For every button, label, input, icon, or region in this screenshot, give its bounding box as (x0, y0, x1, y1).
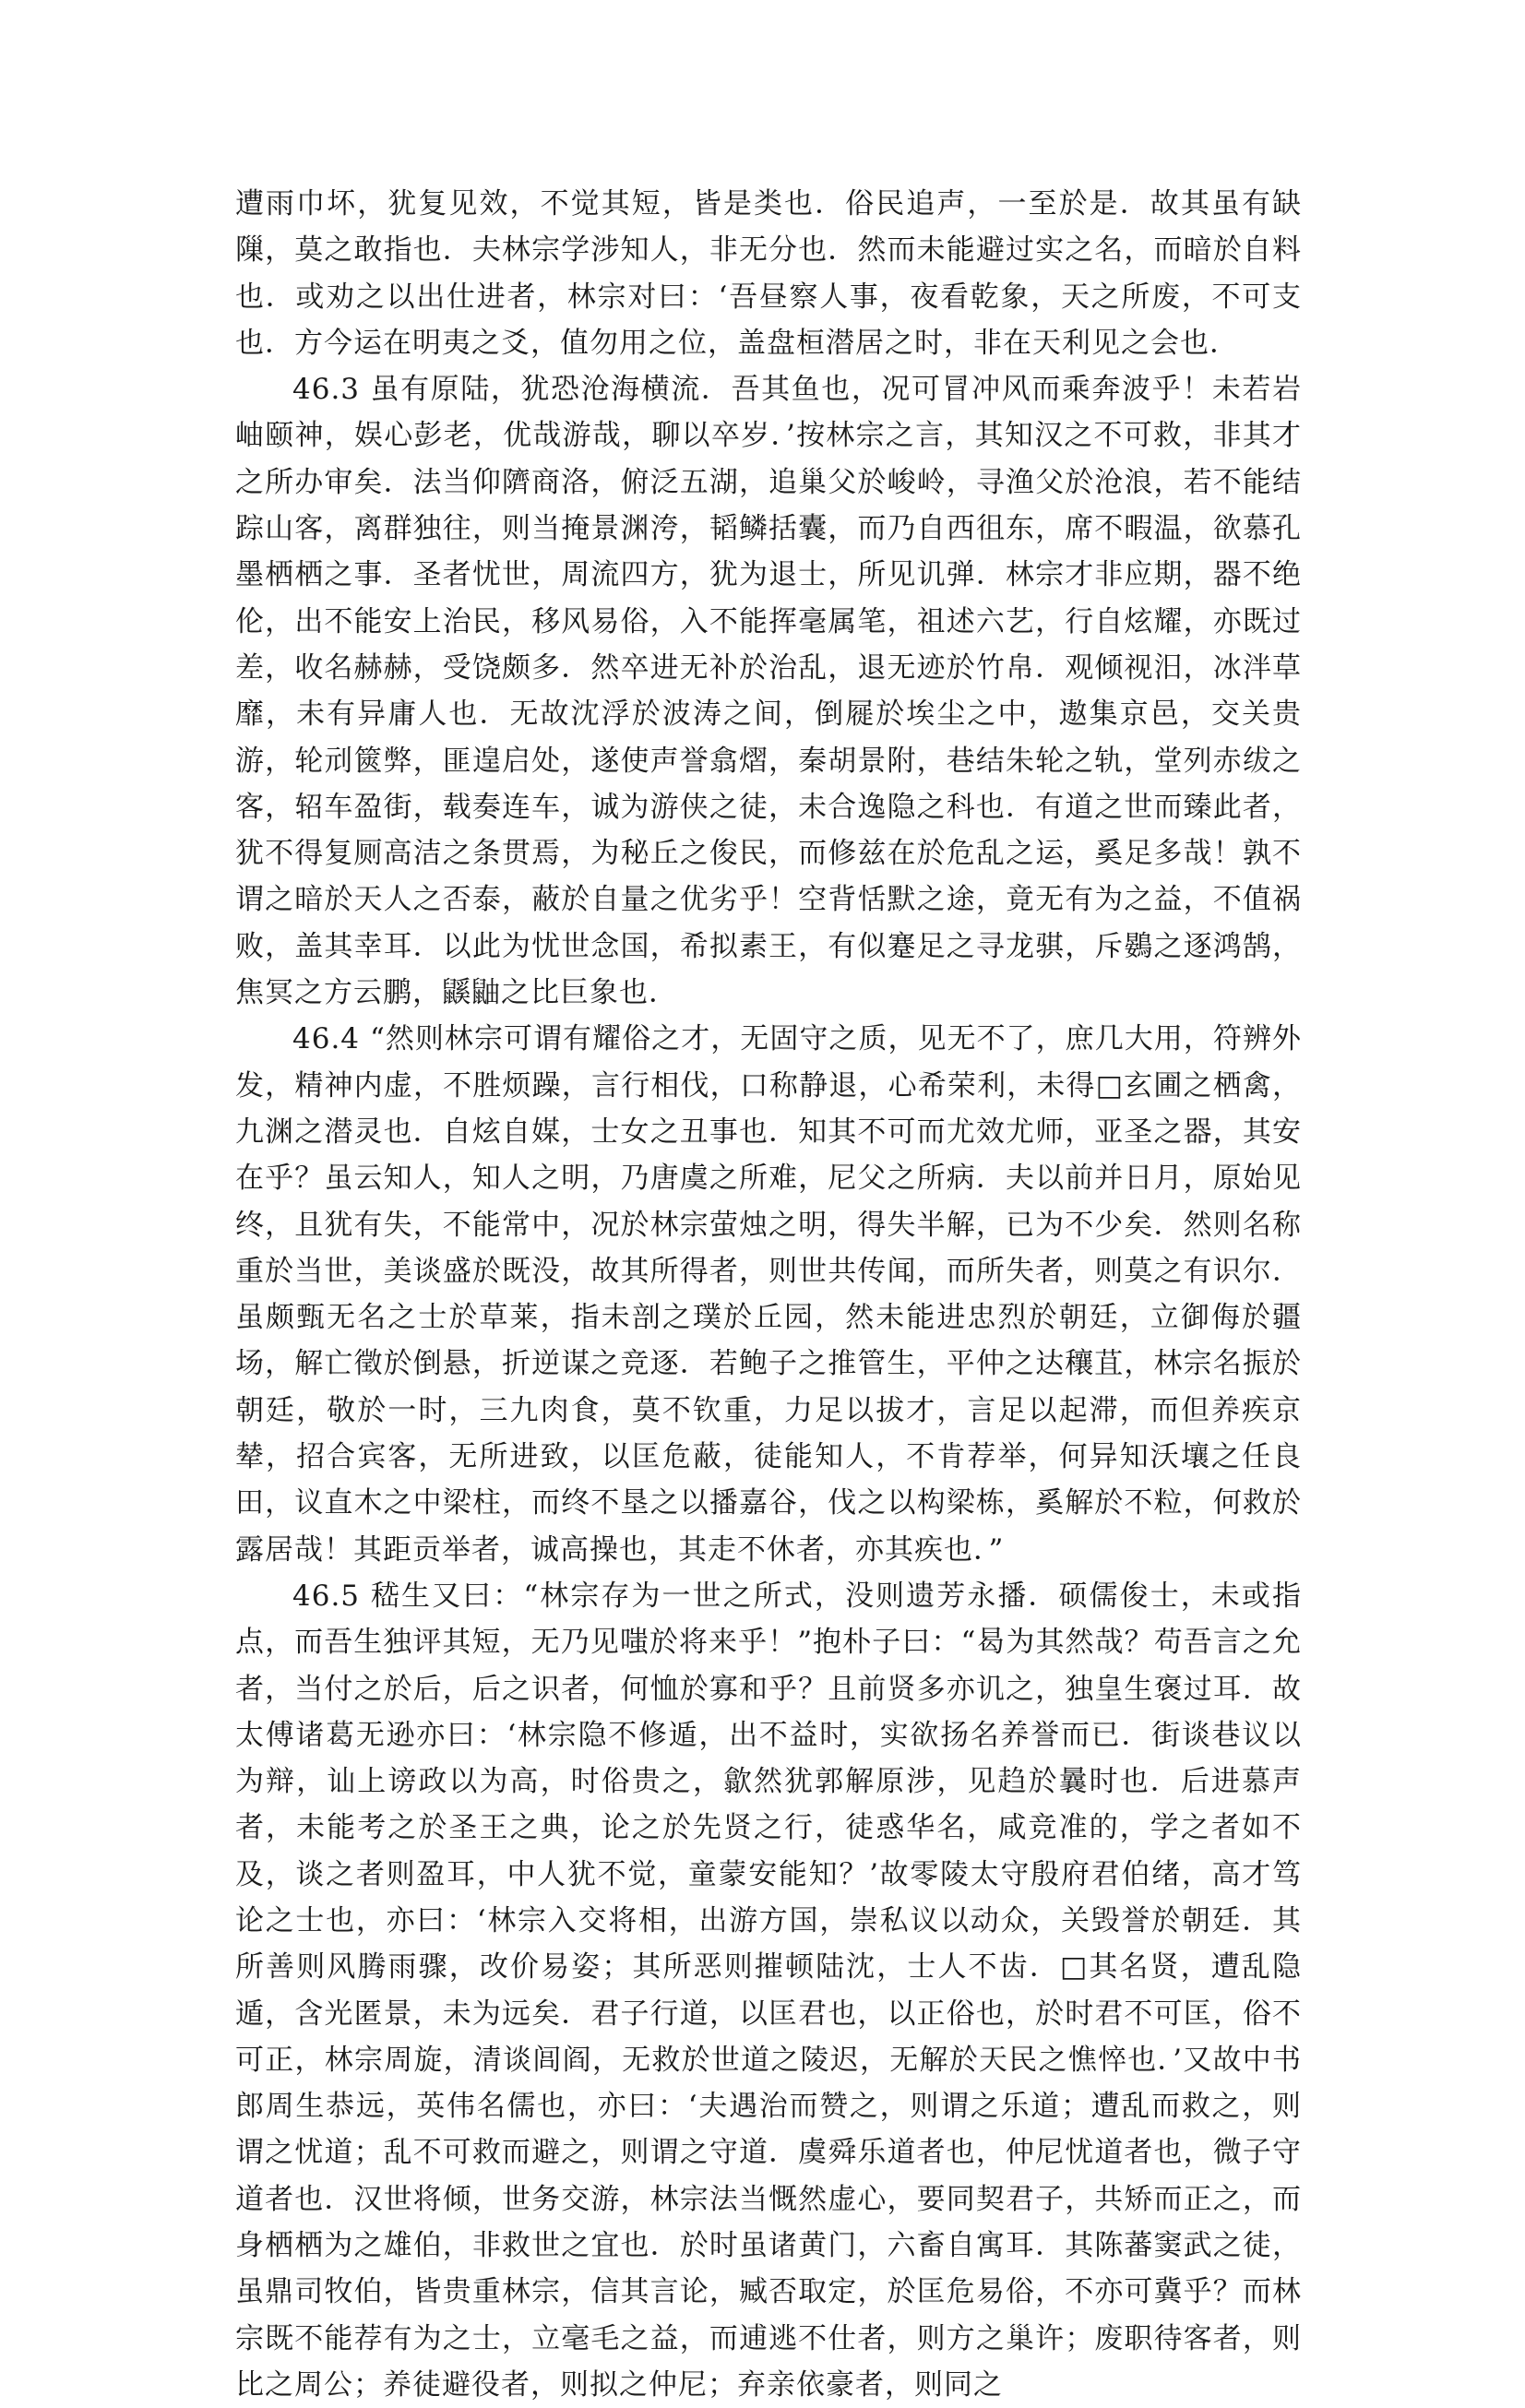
paragraph-text: 遭雨巾坏，犹复见效，不觉其短，皆是类也．俗民追声，一至於是．故其虽有缺隟，莫之敢指也．夫林宗学涉知人，非无分也．然而未能避过实之名，而暗於自料也．或劝之以出仕进者，林宗对曰：‘吾昼察人事，夜看乾象，天之所废，不可支也．方今运在明夷之爻，值勿用之位，盖盘桓潜居之时，非在天利见之会也． (235, 187, 1302, 360)
paragraph-continuation (235, 181, 1302, 366)
section-number: 46.5 (292, 1579, 361, 1613)
paragraph-46-5 (235, 1573, 1302, 2408)
paragraph-text: 嵇生又曰：“林宗存为一世之所式，没则遗芳永播．硕儒俊士，未或指点，而吾生独评其短，无乃见嗤於将来乎！”抱朴子曰：“曷为其然哉？苟吾言之允者，当付之於后，后之识者，何恤於寡和乎？且前贤多亦讥之，独皇生褒过耳．故太傅诸葛无逊亦曰：‘林宗隐不修遁，出不益时，实欲扬名养誉而已．街谈巷议以为辩，讪上谤政以为高，时俗贵之，歙然犹郭解原涉，见趋於曩时也．后进慕声者，未能考之於圣王之典，论之於先贤之行，徒惑华名，咸竞准的，学之者如不及，谈之者则盈耳，中人犹不觉，童蒙安能知？’故零陵太守殷府君伯绪，高才笃论之士也，亦曰：‘林宗入交将相，出游方国，崇私议以动众，关毁誉於朝廷．其所善则风腾雨骤，改价易姿；其所恶则摧顿陆沈，士人不齿．□其名贤，遭乱隐遁，含光匿景，未为远矣．君子行道，以匡君也，以正俗也，於时君不可匡，俗不可正，林宗周旋，清谈闾阎，无救於世道之陵迟，无解於天民之憔悴也．’又故中书郎周生恭远，英伟名儒也，亦曰：‘夫遇治而赞之，则谓之乐道；遭乱而救之，则谓之忧道；乱不可救而避之，则谓之守道．虞舜乐道者也，仲尼忧道者也，微子守道者也．汉世将倾，世务交游，林宗法当慨然虚心，要同契君子，共矫而正之，而身栖栖为之雄伯，非救世之宜也．於时虽诸黄门，六畜自寓耳．其陈蕃窦武之徒，虽鼎司牧伯，皆贵重林宗，信其言论，臧否取定，於匡危易俗，不亦可冀乎？而林宗既不能荐有为之士，立毫毛之益，而逋逃不仕者，则方之巢许；废职待客者，则比之周公；养徒避役者，则拟之仲尼；弃亲依豪者，则同之 (235, 1579, 1302, 2402)
paragraph-text: 虽有原陆，犹恐沧海横流．吾其鱼也，况可冒冲风而乘奔波乎！未若岩岫颐神，娱心彭老，优哉游哉，聊以卒岁．’按林宗之言，其知汉之不可救，非其才之所办审矣．法当仰隮商洛，俯泛五湖，追巢父於峻岭，寻渔父於沧浪，若不能结踪山客，离群独往，则当掩景渊洿，韬鳞括囊，而乃自西徂东，席不暇温，欲慕孔墨栖栖之事．圣者忧世，周流四方，犹为退士，所见讥弹．林宗才非应期，器不绝伦，出不能安上治民，移风易俗，入不能挥毫属笔，祖述六艺，行自炫耀，亦既过差，收名赫赫，受饶颇多．然卒进无补於治乱，退无迹於竹帛．观倾视汨，冰泮草靡，未有异庸人也．无故沈浮於波涛之间，倒屣於埃尘之中，遨集京邑，交关贵游，轮刓篋弊，匪遑启处，遂使声誉翕熠，秦胡景附，巷结朱轮之轨，堂列赤绂之客，轺车盈街，载奏连车，诚为游侠之徒，未合逸隐之科也．有道之世而臻此者，犹不得复厕高洁之条贯焉，为秘丘之俊民，而修兹在於危乱之运，奚足多哉！孰不谓之暗於天人之否泰，蔽於自量之优劣乎！空背恬默之途，竟无有为之益，不值祸败，盖其幸耳．以此为忧世念国，希拟素王，有似蹇足之寻龙骐，斥鷃之逐鸿鹄，焦冥之方云鹏，鼷鼬之比巨象也． (235, 373, 1303, 1010)
paragraph-46-4 (235, 1016, 1302, 1573)
section-number: 46.3 (292, 373, 361, 407)
paragraph-46-3 (235, 366, 1302, 1016)
paragraph-text: “然则林宗可谓有耀俗之才，无固守之质，见无不了，庶几大用，符辨外发，精神内虚，不胜烦躁，言行相伐，口称静退，心希荣利，未得□玄圃之栖禽，九渊之潜灵也．自炫自媒，士女之丑事也．知其不可而尤效尤师，亚圣之器，其安在乎？虽云知人，知人之明，乃唐虞之所难，尼父之所病．夫以前并日月，原始见终，且犹有失，不能常中，况於林宗萤烛之明，得失半解，已为不少矣．然则名称重於当世，美谈盛於既没，故其所得者，则世共传闻，而所失者，则莫之有识尔．虽颇甄无名之士於草莱，指未剖之璞於丘园，然未能进忠烈於朝廷，立御侮於疆场，解亡徵於倒悬，折逆谋之竞逐．若鲍子之推管生，平仲之达穰苴，林宗名振於朝廷，敬於一时，三九肉食，莫不钦重，力足以拔才，言足以起滞，而但养疾京辇，招合宾客，无所进致，以匡危蔽，徒能知人，不肯荐举，何异知沃壤之任良田，议直木之中梁柱，而终不垦之以播嘉谷，伐之以构梁栋，奚解於不粒，何救於露居哉！其距贡举者，诚高操也，其走不休者，亦其疾也．” (235, 1022, 1302, 1567)
body-text (235, 181, 1302, 2408)
section-number: 46.4 (292, 1022, 361, 1056)
